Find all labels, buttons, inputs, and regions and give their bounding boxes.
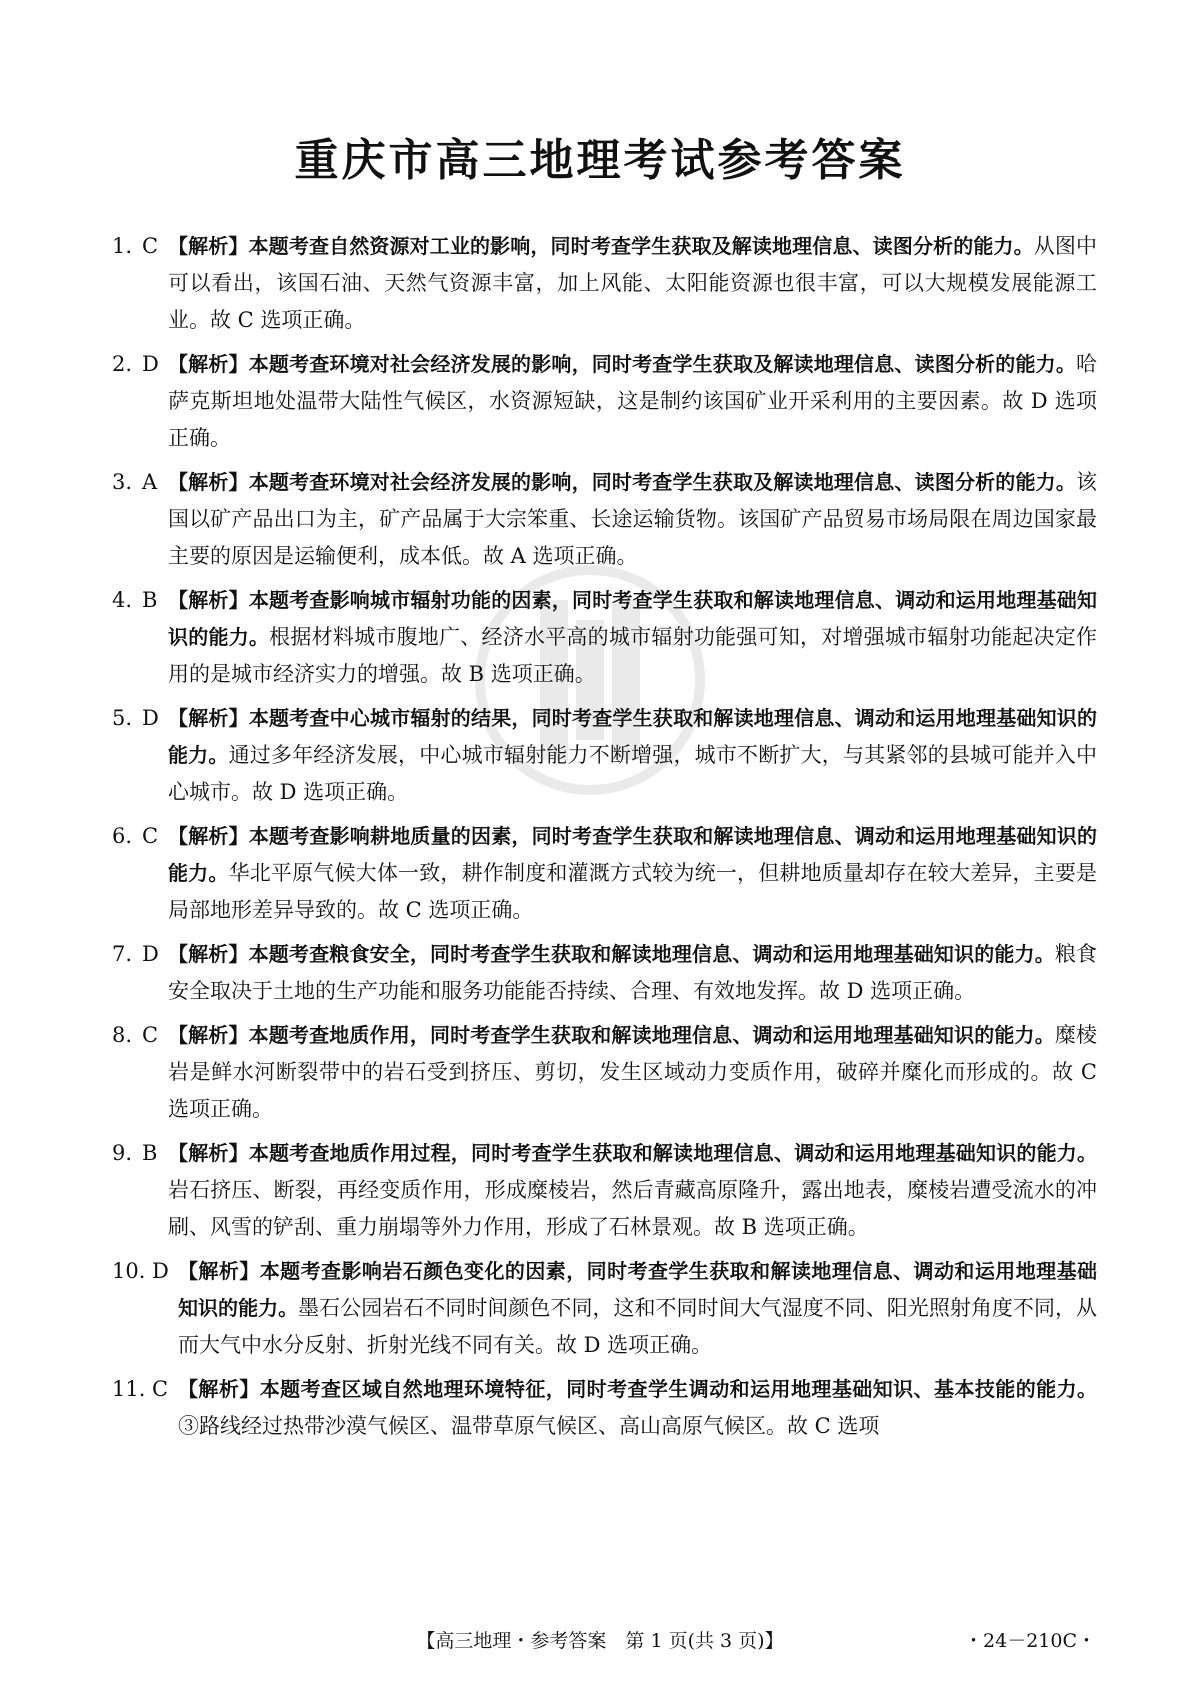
explanation-text: 哈萨克斯坦地处温带大陆性气候区，水资源短缺，这是制约该国矿业开采利用的主要因素。故 D 选项正确。 (168, 352, 1098, 450)
answer-item (112, 1371, 1097, 1445)
footer-code: ・24－210C・ (964, 1630, 1096, 1652)
explanation-text: 从图中可以看出，该国石油、天然气资源丰富，加上风能、太阳能资源也很丰富，可以大规模发展能源工业。故 C 选项正确。 (168, 234, 1098, 332)
answer-item (112, 582, 1097, 693)
answer-item (112, 464, 1097, 575)
analysis-tag: 【解析】 (168, 824, 249, 848)
question-number: 11. (112, 1377, 146, 1401)
explanation (178, 1371, 1097, 1445)
answer-choice: B (142, 588, 158, 612)
answer-item (112, 1135, 1097, 1246)
answer-item (112, 1253, 1097, 1364)
analysis-tag: 【解析】 (168, 1141, 249, 1165)
question-number: 4. (112, 588, 133, 612)
explanation-lead: 本题考查自然资源对工业的影响，同时考查学生获取及解读地理信息、读图分析的能力。 (248, 234, 1034, 258)
explanation-text: 通过多年经济发展，中心城市辐射能力不断增强，城市不断扩大，与其紧邻的县城可能并入中心城市。故 D 选项正确。 (168, 743, 1098, 804)
explanation-text: ③路线经过热带沙漠气候区、温带草原气候区、高山高原气候区。故 C 选项 (178, 1414, 880, 1438)
explanation-text: 该国以矿产品出口为主，矿产品属于大宗笨重、长途运输货物。该国矿产品贸易市场局限在周边国家最主要的原因是运输便利，成本低。故 A 选项正确。 (168, 470, 1098, 568)
answer-choice: C (142, 824, 159, 848)
explanation (168, 818, 1097, 929)
answer-item (112, 346, 1097, 457)
explanation-text: 岩石挤压、断裂，再经变质作用，形成糜棱岩，然后青藏高原隆升，露出地表，糜棱岩遭受流水的冲刷、风雪的铲刮、重力崩塌等外力作用，形成了石林景观。故 B 选项正确。 (168, 1178, 1097, 1239)
answer-item (112, 700, 1097, 811)
answer-choice: A (142, 470, 158, 494)
question-number: 1. (112, 234, 133, 258)
answer-item (112, 1017, 1097, 1128)
answer-item (112, 228, 1097, 339)
explanation-text: 墨石公园岩石不同时间颜色不同，这和不同时间大气湿度不同、阳光照射角度不同，从而大气中水分反射、折射光线不同有关。故 D 选项正确。 (178, 1296, 1097, 1357)
question-number: 6. (112, 824, 133, 848)
analysis-tag: 【解析】 (178, 1259, 260, 1283)
answer-choice: C (142, 1023, 159, 1047)
question-number: 7. (112, 942, 133, 966)
explanation-lead: 本题考查环境对社会经济发展的影响，同时考查学生获取及解读地理信息、读图分析的能力。 (248, 352, 1077, 376)
answer-choice: D (152, 1259, 169, 1283)
explanation (168, 1017, 1097, 1128)
explanation-lead: 本题考查地质作用，同时考查学生获取和解读地理信息、调动和运用地理基础知识的能力。 (248, 1023, 1055, 1047)
explanation-text: 根据材料城市腹地广、经济水平高的城市辐射功能强可知，对增强城市辐射功能起决定作用的是城市经济实力的增强。故 B 选项正确。 (168, 625, 1098, 686)
analysis-tag: 【解析】 (168, 234, 249, 258)
analysis-tag: 【解析】 (168, 942, 249, 966)
analysis-tag: 【解析】 (168, 706, 249, 730)
answer-choice: C (152, 1377, 169, 1401)
analysis-tag: 【解析】 (168, 1023, 249, 1047)
explanation (168, 464, 1097, 575)
question-number: 9. (112, 1141, 133, 1165)
question-number: 5. (112, 706, 133, 730)
answer-list (112, 228, 1097, 1452)
answer-choice: C (142, 234, 159, 258)
answer-choice: D (142, 942, 159, 966)
explanation (168, 346, 1097, 457)
analysis-tag: 【解析】 (178, 1377, 260, 1401)
analysis-tag: 【解析】 (168, 588, 249, 612)
analysis-tag: 【解析】 (168, 470, 249, 494)
answer-choice: D (142, 352, 159, 376)
explanation-lead: 本题考查影响城市辐射功能的因素，同时考查学生获取和解读地理信息、调动和运用地理基础知识的能力。 (168, 588, 1098, 649)
explanation-lead: 本题考查区域自然地理环境特征，同时考查学生调动和运用地理基础知识、基本技能的能力。 (259, 1377, 1098, 1401)
explanation (168, 582, 1097, 693)
question-number: 3. (112, 470, 133, 494)
question-number: 8. (112, 1023, 133, 1047)
explanation-lead: 本题考查粮食安全，同时考查学生获取和解读地理信息、调动和运用地理基础知识的能力。 (248, 942, 1055, 966)
answer-item (112, 936, 1097, 1010)
explanation (168, 1135, 1097, 1246)
explanation-text: 糜棱岩是鲜水河断裂带中的岩石受到挤压、剪切，发生区域动力变质作用，破碎并糜化而形成的。故 C 选项正确。 (168, 1023, 1098, 1121)
answer-choice: D (142, 706, 159, 730)
question-number: 10. (112, 1259, 146, 1283)
analysis-tag: 【解析】 (168, 352, 249, 376)
answer-item (112, 818, 1097, 929)
explanation-lead: 本题考查地质作用过程，同时考查学生获取和解读地理信息、调动和运用地理基础知识的能力。 (248, 1141, 1098, 1165)
question-number: 2. (112, 352, 133, 376)
explanation (168, 700, 1097, 811)
explanation-lead: 本题考查影响岩石颜色变化的因素，同时考查学生获取和解读地理信息、调动和运用地理基础知识的能力。 (178, 1259, 1098, 1320)
explanation-lead: 本题考查影响耕地质量的因素，同时考查学生获取和解读地理信息、调动和运用地理基础知识的能力。 (168, 824, 1098, 885)
explanation (168, 228, 1097, 339)
explanation-lead: 本题考查中心城市辐射的结果，同时考查学生获取和解读地理信息、调动和运用地理基础知识的能力。 (168, 706, 1098, 767)
answer-choice: B (142, 1141, 158, 1165)
footer-page-info: 【高三地理・参考答案 第 1 页(共 3 页)】 (416, 1630, 784, 1652)
page-title: 重庆市高三地理考试参考答案 (294, 135, 906, 186)
explanation-text: 粮食安全取决于土地的生产功能和服务功能能否持续、合理、有效地发挥。故 D 选项正确。 (168, 942, 1098, 1003)
explanation-text: 华北平原气候大体一致，耕作制度和灌溉方式较为统一，但耕地质量却存在较大差异，主要是局部地形差异导致的。故 C 选项正确。 (168, 861, 1098, 922)
page-footer (0, 1626, 1200, 1656)
explanation-lead: 本题考查环境对社会经济发展的影响，同时考查学生获取及解读地理信息、读图分析的能力。 (248, 470, 1077, 494)
explanation (178, 1253, 1097, 1364)
explanation (168, 936, 1097, 1010)
